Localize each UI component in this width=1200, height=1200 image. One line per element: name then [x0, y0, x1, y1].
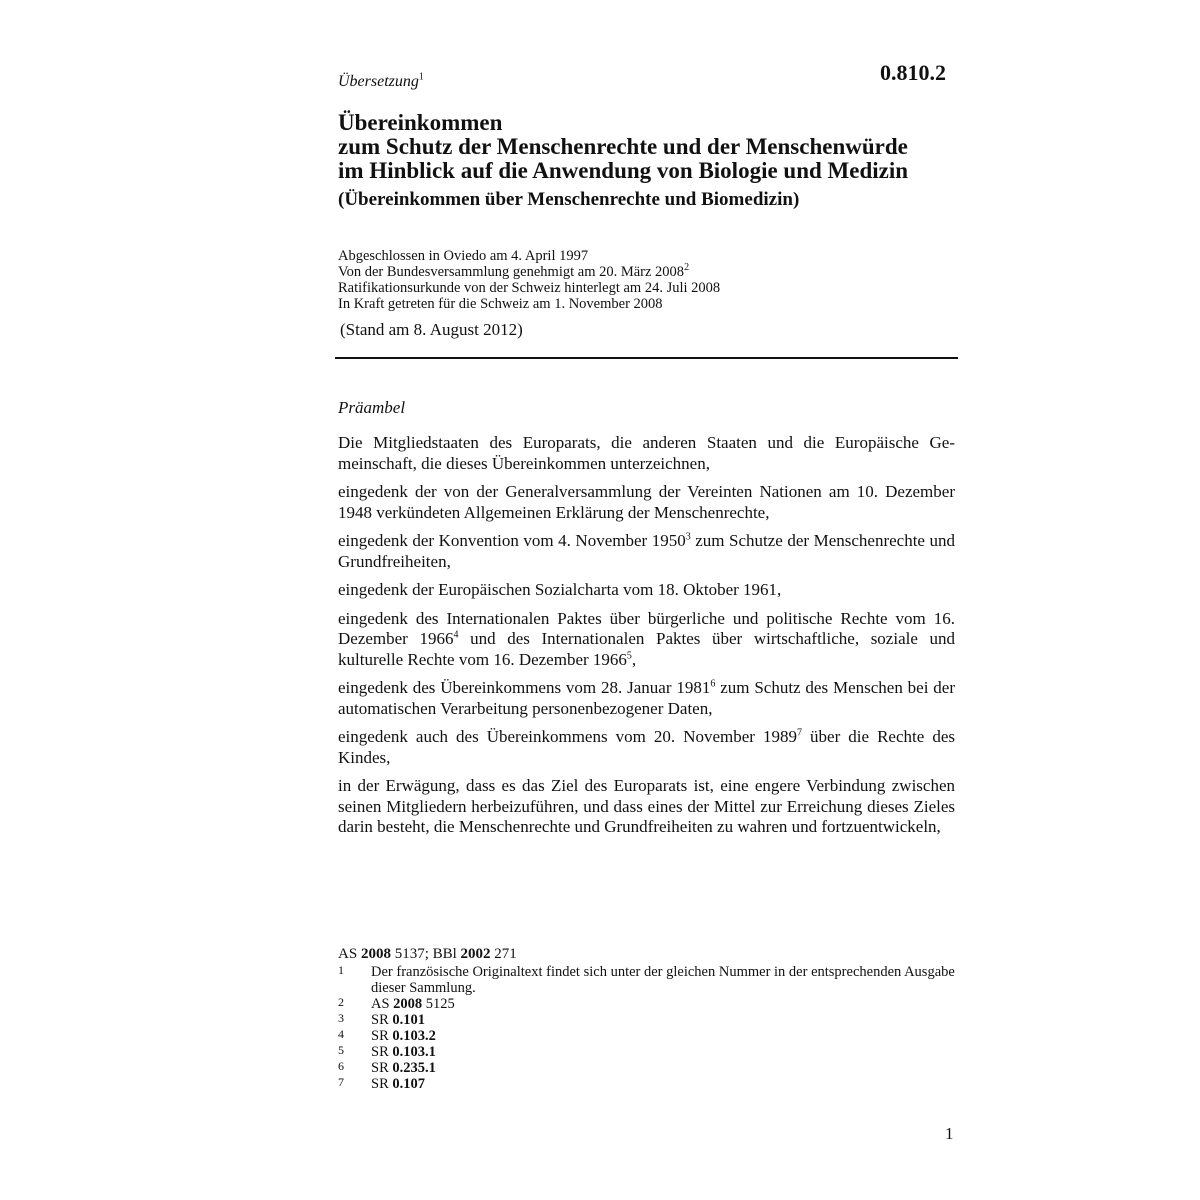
fn3-bold: 0.101 [392, 1012, 425, 1028]
footnote-6 [338, 1060, 955, 1076]
fn5-prefix: SR [371, 1044, 393, 1060]
source-reference [338, 946, 955, 962]
footnote-text [371, 1044, 955, 1060]
source-as-prefix: AS [338, 946, 361, 962]
source-as-page: 5137; BBl [390, 946, 461, 962]
footnote-3 [338, 1012, 955, 1028]
footnote-text [371, 1076, 955, 1092]
preamble-paragraph-3 [338, 531, 955, 572]
p5-text-c: , [631, 649, 637, 669]
translation-label [338, 73, 424, 91]
header-divider [335, 357, 958, 359]
title-line-1: Übereinkommen [338, 110, 503, 135]
preamble-paragraph-2: eingedenk der von der Generalversammlung der Vereinten Nationen am 10. Dezember 1948 verkündeten Allgemeinen Erklärung der Menschenrechte, [338, 482, 955, 522]
preamble-body [338, 433, 955, 846]
p3-text-b: zum Schutze der Menschenrechte und Grundfreiheiten, [338, 531, 955, 571]
footnote-7 [338, 1076, 955, 1092]
footnote-ref-1[interactable]: 1 [418, 71, 424, 83]
fn7-prefix: SR [371, 1076, 393, 1092]
source-bbl-year: 2002 [460, 946, 491, 962]
p7-text-a: eingedenk auch des Übereinkommens vom 20. November 1989 [338, 727, 797, 746]
fn7-bold: 0.107 [392, 1076, 425, 1092]
status-date: (Stand am 8. August 2012) [340, 320, 523, 339]
footnote-number: 4 [338, 1027, 344, 1041]
preamble-paragraph-5 [338, 609, 955, 671]
fn3-prefix: SR [371, 1012, 393, 1028]
p6-text-b: zum Schutz des Menschen bei der automatischen Verarbeitung personenbezogener Daten, [338, 678, 955, 718]
p3-text-a: eingedenk der Konvention vom 4. November 1950 [338, 531, 686, 550]
fn2-prefix: AS [371, 996, 394, 1012]
footnote-ref-5[interactable]: 5 [626, 649, 632, 661]
footnote-text [371, 996, 955, 1012]
date-concluded: Abgeschlossen in Oviedo am 4. April 1997 [338, 248, 589, 264]
translation-text: Übersetzung [338, 73, 419, 90]
p7-text-b: über die Rechte des Kindes, [338, 727, 955, 767]
footnote-1 [338, 964, 955, 996]
date-in-force: In Kraft getreten für die Schweiz am 1. November 2008 [338, 296, 663, 312]
date-ratified: Ratifikationsurkunde von der Schweiz hinterlegt am 24. Juli 2008 [338, 280, 721, 296]
footnote-5 [338, 1044, 955, 1060]
footnote-number: 2 [338, 995, 344, 1009]
footnote-ref-2[interactable]: 2 [684, 262, 690, 274]
footnote-ref-7[interactable]: 7 [796, 727, 802, 739]
footnote-ref-4[interactable]: 4 [453, 629, 459, 641]
preamble-paragraph-4: eingedenk der Europäischen Sozialcharta vom 18. Oktober 1961, [338, 580, 782, 599]
footnote-text: Der französische Originaltext findet sich unter der gleichen Nummer in der entsprechenden Ausgabe dieser Sammlung. [371, 964, 955, 996]
footnote-number: 1 [338, 963, 344, 977]
footnote-ref-6[interactable]: 6 [710, 678, 716, 690]
footnote-text [371, 1028, 955, 1044]
preamble-paragraph-1: Die Mitgliedstaaten des Europarats, die anderen Staaten und die Europäische Gemeinschaft, die dieses Übereinkommen unterzeichnen, [338, 433, 955, 473]
date-approved-text: Von der Bundesversammlung genehmigt am 20. März 2008 [338, 264, 685, 280]
fn6-bold: 0.235.1 [392, 1060, 436, 1076]
sr-number: 0.810.2 [880, 60, 946, 85]
fn4-prefix: SR [371, 1028, 393, 1044]
footnote-text [371, 1060, 955, 1076]
fn2-bold: 2008 [393, 996, 423, 1012]
fn5-bold: 0.103.1 [392, 1044, 436, 1060]
footnote-number: 6 [338, 1059, 344, 1073]
footnotes [338, 946, 955, 1092]
preamble-paragraph-7 [338, 727, 955, 768]
title-line-3: im Hinblick auf die Anwendung von Biologie und Medizin [338, 158, 909, 183]
preamble-paragraph-6 [338, 678, 955, 719]
dates-block [338, 248, 720, 312]
footnote-number: 5 [338, 1043, 344, 1057]
source-as-year: 2008 [360, 946, 391, 962]
source-bbl-page: 271 [490, 946, 517, 962]
date-approved [338, 264, 720, 280]
footnote-4 [338, 1028, 955, 1044]
footnote-number: 3 [338, 1011, 344, 1025]
short-title: (Übereinkommen über Menschenrechte und Biomedizin) [338, 189, 800, 210]
fn6-prefix: SR [371, 1060, 393, 1076]
footnote-ref-3[interactable]: 3 [685, 531, 691, 543]
footnote-2 [338, 996, 955, 1012]
fn2-suffix: 5125 [422, 996, 455, 1012]
preamble-heading: Präambel [338, 398, 406, 417]
preamble-paragraph-8: in der Erwägung, dass es das Ziel des Europarats ist, eine engere Verbindung zwischen seinen Mitgliedern herbeizuführen, und dass eines der Mittel zur Erreichung dieses Zieles darin besteht, die Menschenrechte und Grundfreiheiten zu wahren und fortzuentwickeln, [338, 776, 955, 836]
fn4-bold: 0.103.2 [392, 1028, 436, 1044]
page-number: 1 [945, 1124, 954, 1143]
p5-text-a: eingedenk des Internationalen Paktes über bürgerliche und politische Rechte vom 16. Dezember 1966 [338, 608, 955, 648]
p5-text-b: und des Internationalen Paktes über wirtschaftliche, soziale und kulturelle Rechte vom 16. Dezember 1966 [338, 629, 956, 669]
footnote-number: 7 [338, 1075, 344, 1089]
footnote-text [371, 1012, 955, 1028]
p6-text-a: eingedenk des Übereinkommens vom 28. Januar 1981 [338, 678, 711, 697]
title-line-2: zum Schutz der Menschenrechte und der Menschenwürde [338, 134, 908, 159]
title-block [338, 111, 978, 211]
